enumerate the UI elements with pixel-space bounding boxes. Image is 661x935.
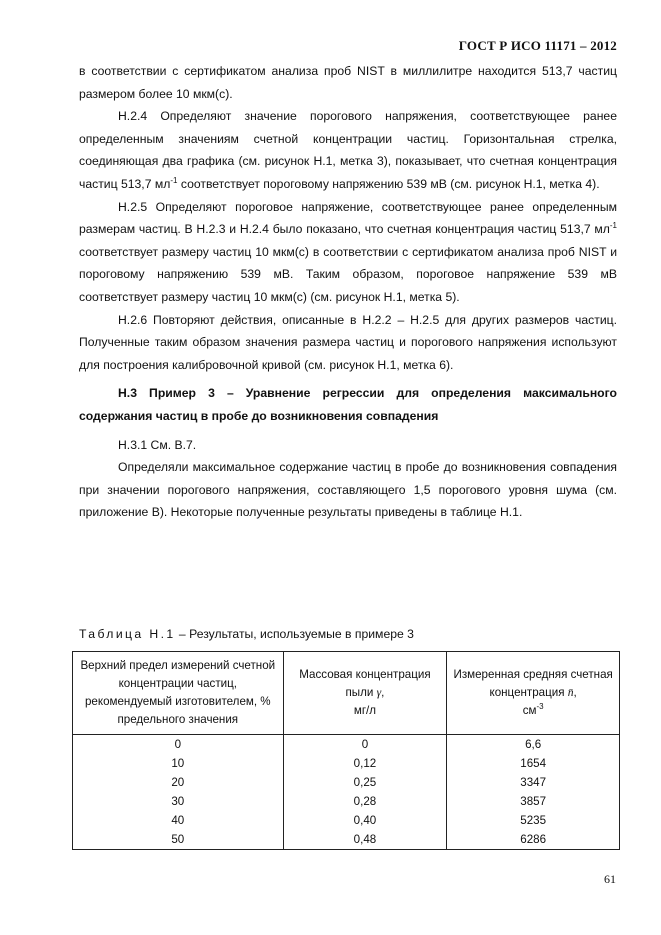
paragraph-h-2-4 xyxy=(79,105,617,195)
header-text: , xyxy=(381,686,385,699)
paragraph-text: соответствует пороговому напряжению 539 мВ (см. рисунок Н.1, метка 4). xyxy=(177,176,600,191)
table-row xyxy=(73,773,620,792)
paragraph-h-3-1: Н.3.1 См. В.7. xyxy=(118,437,197,452)
table-header-row xyxy=(73,652,620,735)
table-caption-label: Таблица Н.1 xyxy=(79,627,176,641)
header-unit: см xyxy=(522,704,537,717)
table-cell: 6,6 xyxy=(447,735,620,755)
table-cell: 0,48 xyxy=(283,830,447,850)
paragraph-text: Н.2.5 Определяют пороговое напряжение, соответствующее ранее определенным размерам частиц. В Н.2.3 и Н.2.4 было показано, что счетная концентрация частиц 513,7 мл xyxy=(79,199,617,237)
paragraph-text: соответствует размеру частиц 10 мкм(с) в соответствии с сертификатом анализа проб NIST и пороговому напряжению 539 мВ. Таким образом, пороговое напряжение 539 мВ соответствует размеру частиц 10 мкм(с) (см. рисунок Н.1, метка 5). xyxy=(79,244,617,304)
page-number: 61 xyxy=(604,872,616,886)
table-cell: 6286 xyxy=(447,830,620,850)
header-text: Измеренная средняя счетная концентрация xyxy=(453,668,613,699)
superscript: -1 xyxy=(609,221,617,231)
paragraph-text: Н.2.4 Определяют значение порогового напряжения, соответствующее ранее определенным значениям счетной концентрации частиц. Горизонтальная стрелка, соединяющая два графика (см. рисунок Н.1, метка 3), показывает, что счетная концентрация частиц 513,7 мл xyxy=(79,109,617,191)
table-cell: 0,25 xyxy=(283,773,447,792)
table-row xyxy=(73,830,620,850)
table-cell: 10 xyxy=(73,754,284,773)
table-cell: 20 xyxy=(73,773,284,792)
section-heading-h-3: Н.3 Пример 3 – Уравнение регрессии для определения максимального содержания частиц в пробе до возникновения совпадения xyxy=(79,386,617,423)
header-unit: мг/л xyxy=(353,704,377,717)
table-cell: 5235 xyxy=(447,811,620,830)
table-row xyxy=(73,754,620,773)
paragraph-h-2-5 xyxy=(79,196,617,309)
table-cell: 0 xyxy=(283,735,447,755)
column-header-count-concentration xyxy=(447,652,620,735)
table-cell: 1654 xyxy=(447,754,620,773)
table-cell: 50 xyxy=(73,830,284,850)
header-text: , xyxy=(573,686,577,699)
table-row xyxy=(73,792,620,811)
body-text xyxy=(79,60,617,524)
column-header-upper-limit: Верхний предел измерений счетной концентрации частиц, рекомендуемый изготовителем, % предельного значения xyxy=(73,652,284,735)
paragraph-method: Определяли максимальное содержание частиц в пробе до возникновения совпадения при значении порогового напряжения, составляющего 1,5 порогового уровня шума (см. приложение В). Некоторые полученные результаты приведены в таблице Н.1. xyxy=(79,460,617,520)
header-text: Массовая концентрация пыли xyxy=(299,668,431,699)
table-cell: 40 xyxy=(73,811,284,830)
results-table xyxy=(72,651,620,850)
table-cell: 0,40 xyxy=(283,811,447,830)
paragraph-continuation: в соответствии с сертификатом анализа проб NIST в миллилитре находится 513,7 частиц размером более 10 мкм(с). xyxy=(79,64,617,101)
paragraph-h-2-6: Н.2.6 Повторяют действия, описанные в Н.2.2 – Н.2.5 для других размеров частиц. Полученные таким образом значения размера частиц и порогового напряжения используют для построения калибровочной кривой (см. рисунок Н.1, метка 6). xyxy=(79,312,617,372)
table-cell: 0 xyxy=(73,735,284,755)
table-cell: 0,28 xyxy=(283,792,447,811)
superscript: -1 xyxy=(170,175,178,185)
table-cell: 30 xyxy=(73,792,284,811)
table-cell: 3857 xyxy=(447,792,620,811)
gamma-symbol: γ xyxy=(376,686,382,699)
superscript: -3 xyxy=(536,702,544,711)
table-caption-text: – Результаты, используемые в примере 3 xyxy=(175,627,414,641)
column-header-mass-concentration xyxy=(283,652,447,735)
table-caption xyxy=(79,627,414,641)
standard-header: ГОСТ Р ИСО 11171 – 2012 xyxy=(458,38,617,53)
n-bar-symbol: n̄ xyxy=(567,686,574,699)
table-row xyxy=(73,735,620,755)
table-cell: 3347 xyxy=(447,773,620,792)
table-row xyxy=(73,811,620,830)
table-cell: 0,12 xyxy=(283,754,447,773)
